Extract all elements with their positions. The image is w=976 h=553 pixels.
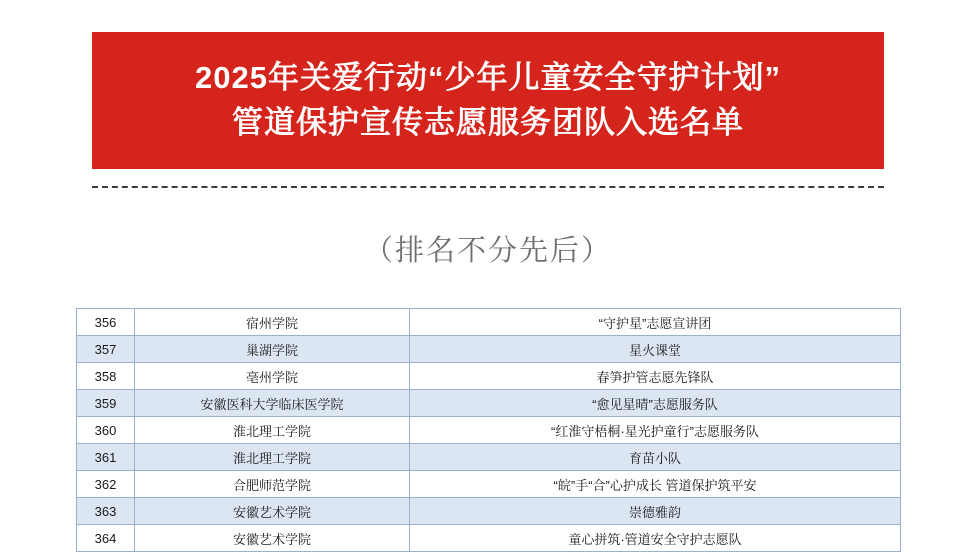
row-number: 360 — [77, 417, 135, 444]
table-row — [77, 390, 901, 417]
row-number: 364 — [77, 525, 135, 552]
row-school: 安徽医科大学临床医学院 — [135, 390, 410, 417]
listing-table — [76, 308, 901, 552]
banner-title-line-2: 管道保护宣传志愿服务团队入选名单 — [232, 104, 744, 140]
table-row — [77, 498, 901, 525]
table-row — [77, 471, 901, 498]
row-number: 359 — [77, 390, 135, 417]
row-number: 363 — [77, 498, 135, 525]
dashed-divider — [92, 186, 884, 188]
title-banner — [92, 32, 884, 169]
row-number: 361 — [77, 444, 135, 471]
row-school: 巢湖学院 — [135, 336, 410, 363]
table-row — [77, 336, 901, 363]
row-school: 淮北理工学院 — [135, 417, 410, 444]
row-team: 春笋护管志愿先锋队 — [410, 363, 901, 390]
row-school: 亳州学院 — [135, 363, 410, 390]
row-school: 淮北理工学院 — [135, 444, 410, 471]
row-number: 362 — [77, 471, 135, 498]
row-team: “皖”手“合”心护成长 管道保护筑平安 — [410, 471, 901, 498]
row-school: 安徽艺术学院 — [135, 498, 410, 525]
row-team: 童心拼筑·管道安全守护志愿队 — [410, 525, 901, 552]
banner-title-line-1: 2025年关爱行动“少年儿童安全守护计划” — [195, 59, 781, 95]
row-team: “守护星”志愿宣讲团 — [410, 309, 901, 336]
table-row — [77, 444, 901, 471]
row-team: “愈见星晴”志愿服务队 — [410, 390, 901, 417]
listing-table-body — [77, 309, 901, 552]
table-row — [77, 363, 901, 390]
row-school: 宿州学院 — [135, 309, 410, 336]
table-row — [77, 417, 901, 444]
row-team: 星火课堂 — [410, 336, 901, 363]
subtitle-note: （排名不分先后） — [363, 235, 612, 267]
table-row — [77, 525, 901, 552]
row-team: “红淮守梧桐·星光护童行”志愿服务队 — [410, 417, 901, 444]
row-team: 育苗小队 — [410, 444, 901, 471]
row-number: 356 — [77, 309, 135, 336]
table-row — [77, 309, 901, 336]
row-team: 崇德雅韵 — [410, 498, 901, 525]
row-school: 安徽艺术学院 — [135, 525, 410, 552]
row-number: 358 — [77, 363, 135, 390]
row-number: 357 — [77, 336, 135, 363]
listing-table-container — [76, 308, 900, 552]
row-school: 合肥师范学院 — [135, 471, 410, 498]
